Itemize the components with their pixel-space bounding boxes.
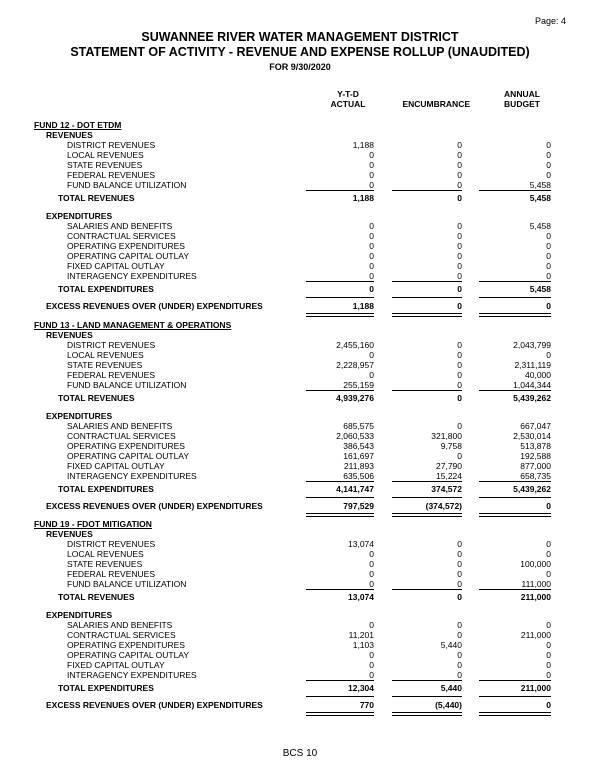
row-label: TOTAL EXPENDITURES — [58, 683, 154, 693]
annual-budget-value: 211,000 — [520, 630, 551, 640]
ytd-actual-value: 635,506 — [343, 471, 374, 481]
row-label: FUND 19 - FDOT MITIGATION — [34, 519, 152, 529]
grand-total-double-underline — [306, 712, 374, 716]
row-label: TOTAL REVENUES — [58, 393, 135, 403]
expenditure-line-item — [0, 241, 600, 251]
encumbrance-value: 0 — [457, 670, 462, 680]
annual-budget-value: 0 — [546, 501, 551, 511]
encumbrance-value: (374,572) — [425, 501, 462, 511]
grand-total-double-underline — [479, 513, 551, 517]
annual-budget-value: 2,043,799 — [513, 340, 551, 350]
subtotal-underline — [392, 680, 462, 681]
subtotal-underline — [306, 680, 374, 681]
row-label: EXPENDITURES — [46, 610, 113, 620]
row-label: LOCAL REVENUES — [67, 549, 144, 559]
page-footer: BCS 10 — [282, 748, 318, 759]
subtotal-underline — [306, 190, 374, 191]
grand-total-double-underline — [479, 712, 551, 716]
expenditure-line-item — [0, 461, 600, 471]
total-expenditures-row — [0, 484, 600, 494]
encumbrance-value: 0 — [457, 660, 462, 670]
row-label: REVENUES — [46, 130, 93, 140]
annual-budget-value: 0 — [546, 160, 551, 170]
row-label: EXPENDITURES — [46, 411, 113, 421]
annual-budget-value: 40,000 — [525, 370, 551, 380]
expenditure-line-item — [0, 640, 600, 650]
encumbrance-value: 0 — [457, 421, 462, 431]
ytd-actual-value: 1,188 — [352, 140, 374, 150]
ytd-actual-value: 0 — [369, 620, 374, 630]
grand-total-double-underline — [306, 313, 374, 317]
row-label: FUND BALANCE UTILIZATION — [67, 579, 187, 589]
row-label: FIXED CAPITAL OUTLAY — [67, 261, 165, 271]
ytd-actual-value: 0 — [369, 350, 374, 360]
subtotal-underline — [479, 481, 551, 482]
subtotal-underline — [479, 190, 551, 191]
subtotal-underline — [479, 589, 551, 590]
row-label: STATE REVENUES — [67, 360, 143, 370]
subtotal-underline — [479, 281, 551, 282]
row-label: FEDERAL REVENUES — [67, 170, 156, 180]
row-label: TOTAL REVENUES — [58, 592, 135, 602]
encumbrance-value: 0 — [457, 393, 462, 403]
encumbrance-value: 0 — [457, 170, 462, 180]
revenue-line-item — [0, 350, 600, 360]
excess-revenues-row — [0, 501, 600, 511]
encumbrance-value: 5,440 — [440, 640, 462, 650]
annual-budget-value: 0 — [546, 241, 551, 251]
expenditure-line-item — [0, 221, 600, 231]
ytd-actual-value: 11,201 — [348, 630, 374, 640]
fund-heading — [0, 120, 600, 130]
expenditure-line-item — [0, 630, 600, 640]
subtotal-underline — [392, 390, 462, 391]
revenue-line-item — [0, 340, 600, 350]
encumbrance-value: 0 — [457, 340, 462, 350]
annual-budget-value: 658,735 — [520, 471, 551, 481]
row-label: FUND BALANCE UTILIZATION — [67, 380, 187, 390]
row-label: CONTRACTUAL SERVICES — [67, 431, 176, 441]
ytd-actual-value: 0 — [369, 150, 374, 160]
row-label: SALARIES AND BENEFITS — [67, 620, 173, 630]
row-label: EXPENDITURES — [46, 211, 113, 221]
encumbrance-value: 0 — [457, 650, 462, 660]
revenue-line-item — [0, 380, 600, 390]
annual-budget-value: 667,047 — [520, 421, 551, 431]
row-label: STATE REVENUES — [67, 160, 143, 170]
encumbrance-value: 9,758 — [440, 441, 462, 451]
total-underline — [479, 696, 551, 697]
row-label: CONTRACTUAL SERVICES — [67, 630, 176, 640]
annual-budget-value: 111,000 — [521, 579, 551, 589]
row-label: LOCAL REVENUES — [67, 150, 144, 160]
annual-budget-value: 0 — [546, 660, 551, 670]
ytd-actual-value: 0 — [369, 549, 374, 559]
annual-budget-value: 0 — [546, 549, 551, 559]
ytd-actual-value: 685,575 — [343, 421, 374, 431]
ytd-actual-value: 0 — [369, 284, 374, 294]
row-label: FUND 13 - LAND MANAGEMENT & OPERATIONS — [34, 320, 232, 330]
revenue-line-item — [0, 370, 600, 380]
grand-total-double-underline — [479, 313, 551, 317]
annual-budget-value: 0 — [546, 640, 551, 650]
row-label: REVENUES — [46, 529, 93, 539]
ytd-actual-value: 0 — [369, 241, 374, 251]
ytd-actual-value: 0 — [369, 559, 374, 569]
ytd-actual-value: 4,939,276 — [336, 393, 374, 403]
ytd-actual-value: 161,697 — [343, 451, 374, 461]
annual-budget-value: 211,000 — [520, 592, 551, 602]
column-header-encumbrance: ENCUMBRANCE — [402, 99, 470, 109]
row-label: SALARIES AND BENEFITS — [67, 221, 173, 231]
column-header-annual-line1: ANNUAL — [504, 89, 540, 99]
annual-budget-value: 0 — [546, 569, 551, 579]
total-revenues-row — [0, 592, 600, 602]
revenue-line-item — [0, 150, 600, 160]
annual-budget-value: 5,458 — [529, 221, 551, 231]
expenditure-line-item — [0, 650, 600, 660]
revenue-line-item — [0, 360, 600, 370]
annual-budget-value: 0 — [546, 670, 551, 680]
column-header-ytd-line1: Y-T-D — [337, 89, 359, 99]
subtotal-underline — [306, 481, 374, 482]
subtotal-underline — [479, 390, 551, 391]
revenue-line-item — [0, 140, 600, 150]
row-label: OPERATING EXPENDITURES — [67, 241, 185, 251]
ytd-actual-value: 12,304 — [348, 683, 374, 693]
annual-budget-value: 513,878 — [520, 441, 551, 451]
annual-budget-value: 192,588 — [520, 451, 551, 461]
encumbrance-value: 0 — [457, 559, 462, 569]
annual-budget-value: 5,458 — [529, 193, 551, 203]
expenditure-line-item — [0, 251, 600, 261]
excess-revenues-row — [0, 700, 600, 710]
total-underline — [392, 696, 462, 697]
expenditure-line-item — [0, 471, 600, 481]
row-label: OPERATING CAPITAL OUTLAY — [67, 251, 190, 261]
report-title-statement: STATEMENT OF ACTIVITY - REVENUE AND EXPENSE ROLLUP (UNAUDITED) — [70, 45, 530, 59]
annual-budget-value: 0 — [546, 620, 551, 630]
ytd-actual-value: 0 — [369, 271, 374, 281]
ytd-actual-value: 0 — [369, 170, 374, 180]
subtotal-underline — [306, 589, 374, 590]
section-heading-expenditures — [0, 411, 600, 421]
total-expenditures-row — [0, 683, 600, 693]
encumbrance-value: 27,790 — [436, 461, 462, 471]
ytd-actual-value: 0 — [369, 370, 374, 380]
expenditure-line-item — [0, 271, 600, 281]
grand-total-double-underline — [392, 313, 462, 317]
encumbrance-value: 0 — [457, 231, 462, 241]
total-underline — [392, 297, 462, 298]
ytd-actual-value: 0 — [369, 180, 374, 190]
row-label: FEDERAL REVENUES — [67, 370, 156, 380]
annual-budget-value: 5,458 — [529, 284, 551, 294]
encumbrance-value: 0 — [457, 251, 462, 261]
row-label: OPERATING CAPITAL OUTLAY — [67, 650, 190, 660]
encumbrance-value: 0 — [457, 360, 462, 370]
report-period: FOR 9/30/2020 — [269, 62, 331, 72]
annual-budget-value: 0 — [546, 251, 551, 261]
subtotal-underline — [392, 481, 462, 482]
subtotal-underline — [306, 390, 374, 391]
encumbrance-value: 0 — [457, 549, 462, 559]
encumbrance-value: 0 — [457, 261, 462, 271]
encumbrance-value: 0 — [457, 370, 462, 380]
encumbrance-value: 0 — [457, 350, 462, 360]
row-label: CONTRACTUAL SERVICES — [67, 231, 176, 241]
ytd-actual-value: 13,074 — [348, 539, 374, 549]
ytd-actual-value: 1,103 — [352, 640, 374, 650]
subtotal-underline — [392, 589, 462, 590]
encumbrance-value: 0 — [457, 241, 462, 251]
annual-budget-value: 211,000 — [520, 683, 551, 693]
revenue-line-item — [0, 579, 600, 589]
section-heading-expenditures — [0, 610, 600, 620]
expenditure-line-item — [0, 660, 600, 670]
row-label: LOCAL REVENUES — [67, 350, 144, 360]
row-label: TOTAL REVENUES — [58, 193, 135, 203]
row-label: REVENUES — [46, 330, 93, 340]
row-label: EXCESS REVENUES OVER (UNDER) EXPENDITURES — [46, 301, 263, 311]
ytd-actual-value: 0 — [369, 221, 374, 231]
expenditure-line-item — [0, 231, 600, 241]
expenditure-line-item — [0, 421, 600, 431]
ytd-actual-value: 2,455,160 — [336, 340, 374, 350]
annual-budget-value: 2,530,014 — [513, 431, 551, 441]
total-underline — [306, 297, 374, 298]
section-heading-revenues — [0, 130, 600, 140]
row-label: TOTAL EXPENDITURES — [58, 484, 154, 494]
grand-total-double-underline — [392, 513, 462, 517]
total-underline — [479, 297, 551, 298]
annual-budget-value: 0 — [546, 350, 551, 360]
revenue-line-item — [0, 549, 600, 559]
ytd-actual-value: 2,228,957 — [336, 360, 374, 370]
grand-total-double-underline — [306, 513, 374, 517]
encumbrance-value: 0 — [457, 569, 462, 579]
encumbrance-value: 0 — [457, 180, 462, 190]
encumbrance-value: 321,800 — [431, 431, 462, 441]
excess-revenues-row — [0, 301, 600, 311]
ytd-actual-value: 0 — [369, 660, 374, 670]
fund-heading — [0, 519, 600, 529]
section-heading-revenues — [0, 330, 600, 340]
row-label: OPERATING EXPENDITURES — [67, 640, 185, 650]
page-number: Page: 4 — [534, 16, 566, 26]
encumbrance-value: 0 — [457, 620, 462, 630]
row-label: DISTRICT REVENUES — [67, 539, 156, 549]
row-label: FUND 12 - DOT ETDM — [34, 120, 122, 130]
encumbrance-value: 0 — [457, 284, 462, 294]
ytd-actual-value: 0 — [369, 569, 374, 579]
row-label: INTERAGENCY EXPENDITURES — [67, 271, 197, 281]
ytd-actual-value: 4,141,747 — [336, 484, 374, 494]
encumbrance-value: 0 — [457, 150, 462, 160]
ytd-actual-value: 0 — [369, 231, 374, 241]
expenditure-line-item — [0, 261, 600, 271]
ytd-actual-value: 211,893 — [343, 461, 374, 471]
encumbrance-value: 0 — [457, 451, 462, 461]
section-heading-revenues — [0, 529, 600, 539]
section-heading-expenditures — [0, 211, 600, 221]
annual-budget-value: 0 — [546, 140, 551, 150]
ytd-actual-value: 770 — [359, 700, 374, 710]
encumbrance-value: 15,224 — [436, 471, 462, 481]
expenditure-line-item — [0, 451, 600, 461]
expenditure-line-item — [0, 431, 600, 441]
annual-budget-value: 2,311,119 — [514, 360, 551, 370]
encumbrance-value: 374,572 — [431, 484, 462, 494]
encumbrance-value: 0 — [457, 630, 462, 640]
ytd-actual-value: 797,529 — [343, 501, 374, 511]
annual-budget-value: 0 — [546, 539, 551, 549]
annual-budget-value: 5,458 — [529, 180, 551, 190]
column-header-annual-line2: BUDGET — [504, 99, 540, 109]
annual-budget-value: 877,000 — [520, 461, 551, 471]
annual-budget-value: 5,439,262 — [513, 484, 551, 494]
revenue-line-item — [0, 160, 600, 170]
revenue-line-item — [0, 170, 600, 180]
annual-budget-value: 0 — [546, 650, 551, 660]
subtotal-underline — [392, 281, 462, 282]
row-label: SALARIES AND BENEFITS — [67, 421, 173, 431]
encumbrance-value: 0 — [457, 301, 462, 311]
expenditure-line-item — [0, 670, 600, 680]
ytd-actual-value: 0 — [369, 261, 374, 271]
total-expenditures-row — [0, 284, 600, 294]
ytd-actual-value: 1,188 — [352, 301, 374, 311]
ytd-actual-value: 0 — [369, 650, 374, 660]
row-label: FUND BALANCE UTILIZATION — [67, 180, 187, 190]
annual-budget-value: 0 — [546, 271, 551, 281]
row-label: DISTRICT REVENUES — [67, 340, 156, 350]
report-title-district: SUWANNEE RIVER WATER MANAGEMENT DISTRICT — [141, 30, 459, 44]
ytd-actual-value: 0 — [369, 579, 374, 589]
expenditure-line-item — [0, 441, 600, 451]
row-label: OPERATING CAPITAL OUTLAY — [67, 451, 190, 461]
annual-budget-value: 0 — [546, 170, 551, 180]
encumbrance-value: 0 — [457, 539, 462, 549]
ytd-actual-value: 0 — [369, 160, 374, 170]
encumbrance-value: 5,440 — [440, 683, 462, 693]
row-label: STATE REVENUES — [67, 559, 143, 569]
encumbrance-value: 0 — [457, 193, 462, 203]
encumbrance-value: 0 — [457, 579, 462, 589]
annual-budget-value: 0 — [546, 301, 551, 311]
revenue-line-item — [0, 180, 600, 190]
row-label: FIXED CAPITAL OUTLAY — [67, 660, 165, 670]
annual-budget-value: 100,000 — [520, 559, 551, 569]
revenue-line-item — [0, 569, 600, 579]
encumbrance-value: (5,440) — [435, 700, 462, 710]
subtotal-underline — [306, 281, 374, 282]
row-label: TOTAL EXPENDITURES — [58, 284, 154, 294]
annual-budget-value: 0 — [546, 700, 551, 710]
ytd-actual-value: 13,074 — [348, 592, 374, 602]
ytd-actual-value: 0 — [369, 670, 374, 680]
total-underline — [306, 497, 374, 498]
row-label: OPERATING EXPENDITURES — [67, 441, 185, 451]
ytd-actual-value: 1,188 — [352, 193, 374, 203]
annual-budget-value: 1,044,344 — [513, 380, 551, 390]
encumbrance-value: 0 — [457, 271, 462, 281]
annual-budget-value: 5,439,262 — [513, 393, 551, 403]
grand-total-double-underline — [392, 712, 462, 716]
revenue-line-item — [0, 539, 600, 549]
total-underline — [306, 696, 374, 697]
fund-heading — [0, 320, 600, 330]
row-label: DISTRICT REVENUES — [67, 140, 156, 150]
total-underline — [392, 497, 462, 498]
ytd-actual-value: 255,159 — [343, 380, 374, 390]
annual-budget-value: 0 — [546, 231, 551, 241]
row-label: FIXED CAPITAL OUTLAY — [67, 461, 165, 471]
total-revenues-row — [0, 193, 600, 203]
total-underline — [479, 497, 551, 498]
encumbrance-value: 0 — [457, 140, 462, 150]
ytd-actual-value: 386,543 — [343, 441, 374, 451]
subtotal-underline — [392, 190, 462, 191]
subtotal-underline — [479, 680, 551, 681]
total-revenues-row — [0, 393, 600, 403]
ytd-actual-value: 2,060,533 — [336, 431, 374, 441]
row-label: INTERAGENCY EXPENDITURES — [67, 471, 197, 481]
column-header-ytd-line2: ACTUAL — [330, 99, 366, 109]
revenue-line-item — [0, 559, 600, 569]
encumbrance-value: 0 — [457, 592, 462, 602]
encumbrance-value: 0 — [457, 380, 462, 390]
ytd-actual-value: 0 — [369, 251, 374, 261]
expenditure-line-item — [0, 620, 600, 630]
annual-budget-value: 0 — [546, 261, 551, 271]
row-label: FEDERAL REVENUES — [67, 569, 156, 579]
encumbrance-value: 0 — [457, 160, 462, 170]
annual-budget-value: 0 — [546, 150, 551, 160]
row-label: INTERAGENCY EXPENDITURES — [67, 670, 197, 680]
encumbrance-value: 0 — [457, 221, 462, 231]
row-label: EXCESS REVENUES OVER (UNDER) EXPENDITURES — [46, 700, 263, 710]
row-label: EXCESS REVENUES OVER (UNDER) EXPENDITURES — [46, 501, 263, 511]
